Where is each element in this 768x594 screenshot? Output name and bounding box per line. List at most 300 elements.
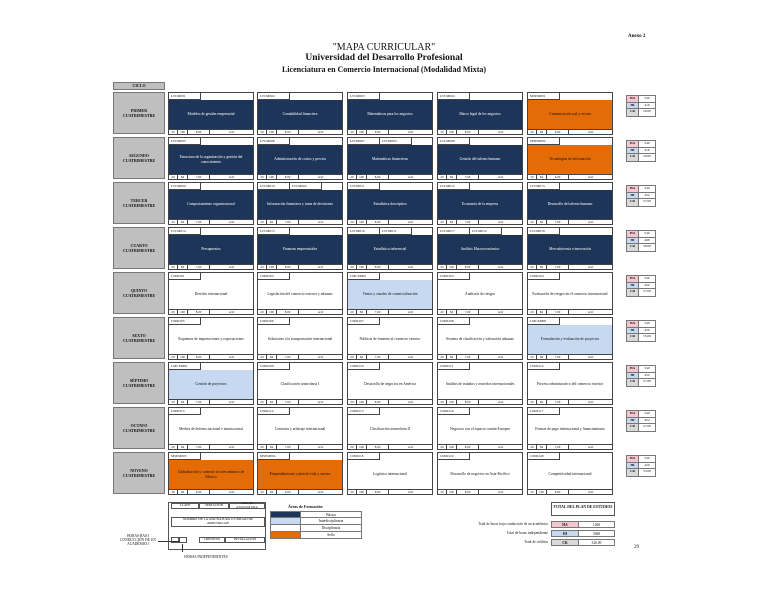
hours-independent: 100 xyxy=(537,490,547,494)
legend-horas-bajo: HORAS BAJO CONDUCCIÓN DE UN ACADÉMICO xyxy=(120,534,156,547)
hours-academic: 20 xyxy=(258,445,267,449)
total-key: CR xyxy=(627,289,639,296)
total-value: 452 xyxy=(644,372,650,377)
subject-hours xyxy=(438,444,522,449)
installation: A/O xyxy=(497,220,504,224)
hours-independent: 84 xyxy=(447,220,457,224)
subject-hours xyxy=(528,489,612,494)
subject-cell xyxy=(257,272,343,315)
hours-independent: 100 xyxy=(267,130,277,134)
subject-cell xyxy=(437,227,523,270)
subject-hours xyxy=(438,129,522,134)
hours-independent: 84 xyxy=(267,220,277,224)
total-key: HI xyxy=(627,238,639,244)
area-name: Disciplinaria xyxy=(321,526,341,530)
subject-name: Formas de pago internacional y financiamiento xyxy=(528,415,612,444)
subject-hours xyxy=(258,444,342,449)
credits: 8.00 xyxy=(188,130,210,134)
subject-hours xyxy=(438,354,522,359)
subject-code: MSEM004 xyxy=(258,453,290,460)
subject-cell xyxy=(168,362,254,405)
subject-name: Finanzas empresariales xyxy=(258,235,342,264)
total-key: CR xyxy=(627,154,639,161)
installation: A/O xyxy=(317,265,324,269)
subject-code: CIM0102 xyxy=(258,273,290,280)
credits: 8.00 xyxy=(457,400,479,404)
subject-name: Auditoría de riesgos xyxy=(438,280,522,309)
hours-academic: 20 xyxy=(528,220,537,224)
installation: A/O xyxy=(407,265,414,269)
installation: A/O xyxy=(407,130,414,134)
hours-academic: 20 xyxy=(169,130,178,134)
areas-legend xyxy=(270,502,362,539)
credits: 8.00 xyxy=(547,490,569,494)
subject-cell xyxy=(527,362,613,405)
hours-academic: 20 xyxy=(169,445,178,449)
legend-nombre: NOMBRE DE LA ASIGNATURA O UNIDAD DE APRENDIZAJE xyxy=(171,517,265,527)
hours-academic: 20 xyxy=(438,445,447,449)
hours-academic: 20 xyxy=(348,130,357,134)
installation: A/O xyxy=(407,445,414,449)
hours-independent: 100 xyxy=(447,400,457,404)
hours-independent: 84 xyxy=(537,220,547,224)
subject-hours xyxy=(169,444,253,449)
subject-cell xyxy=(257,182,343,225)
hours-independent: 100 xyxy=(357,400,367,404)
summary-title: TOTAL DEL PLAN DE ESTUDIOS xyxy=(551,502,615,516)
subject-code: LTCM002 xyxy=(258,93,290,100)
subject-code: CIM0113 xyxy=(169,408,201,415)
cycle-label: SÉPTIMO CUATRIMESTRE xyxy=(113,362,165,404)
subject-hours xyxy=(169,129,253,134)
hours-academic: 20 xyxy=(528,445,537,449)
total-key: HA xyxy=(627,321,639,327)
subject-hours xyxy=(348,174,432,179)
subject-hours xyxy=(528,309,612,314)
hours-academic: 20 xyxy=(258,490,267,494)
installation: A/O xyxy=(407,490,414,494)
subject-name: Modelos de gestión empresarial xyxy=(169,100,253,129)
subject-name: Negocios con el espacio común Europeo xyxy=(438,415,522,444)
hours-independent: 84 xyxy=(537,355,547,359)
legend-creditos: CRÉDITOS xyxy=(199,537,225,543)
subject-code: CIM0111 xyxy=(438,363,470,370)
installation: A/O xyxy=(497,265,504,269)
hours-independent: 100 xyxy=(447,265,457,269)
credits: 8.00 xyxy=(367,400,389,404)
hours-academic: 20 xyxy=(528,265,537,269)
subject-code: LTCM003 xyxy=(348,93,380,100)
cycle-totals xyxy=(626,365,656,387)
subject-hours xyxy=(258,489,342,494)
credits: 7.00 xyxy=(188,220,210,224)
subject-code: LTCM003 xyxy=(380,138,412,145)
subject-name: Mercadotecnia e innovación xyxy=(528,235,612,264)
hours-academic: 20 xyxy=(258,265,267,269)
hours-independent: 100 xyxy=(178,130,188,134)
subject-hours xyxy=(348,444,432,449)
credits: 6.00 xyxy=(277,490,299,494)
cycle-totals xyxy=(626,455,656,477)
credits: 8.00 xyxy=(457,265,479,269)
total-value: 540 xyxy=(644,141,650,145)
subject-code: LTCM005 xyxy=(169,138,201,145)
total-key: HI xyxy=(627,418,639,424)
subject-hours xyxy=(258,309,342,314)
hours-independent: 84 xyxy=(537,445,547,449)
subject-name: Globalización y contexto socioeconómico de México xyxy=(169,460,253,489)
total-value: 58.00 xyxy=(643,244,651,248)
subject-cell xyxy=(437,317,523,360)
subject-cell xyxy=(168,407,254,450)
document-title: "MAPA CURRICULAR" xyxy=(332,42,436,53)
credits: 7.00 xyxy=(367,355,389,359)
legend-arrow-line xyxy=(158,541,180,542)
subject-cell xyxy=(347,362,433,405)
subject-name: Análisis de tratados y acuerdos internacionales xyxy=(438,370,522,399)
subject-code: LTCM008 xyxy=(438,138,470,145)
hours-independent: 84 xyxy=(447,310,457,314)
subject-code: CIM0117 xyxy=(528,408,560,415)
total-value: 50.00 xyxy=(643,154,651,158)
subject-cell xyxy=(257,407,343,450)
subject-cell xyxy=(437,272,523,315)
subject-cell xyxy=(527,407,613,450)
subject-cell xyxy=(347,272,433,315)
credits: 7.00 xyxy=(277,220,299,224)
subject-cell xyxy=(437,92,523,135)
subject-code: LMCM009 xyxy=(169,363,201,370)
subject-cell xyxy=(257,227,343,270)
summary-label: Total de créditos xyxy=(524,540,548,544)
installation: A/O xyxy=(317,355,324,359)
installation: A/O xyxy=(407,220,414,224)
summary-key: HI xyxy=(551,530,579,537)
subject-code: LTCM002 xyxy=(290,183,322,190)
hours-independent: 84 xyxy=(357,310,367,314)
subject-cell xyxy=(168,227,254,270)
subject-cell xyxy=(257,137,343,180)
subject-code: CIM0105 xyxy=(169,318,201,325)
installation: A/O xyxy=(587,265,594,269)
subject-hours xyxy=(438,399,522,404)
credits: 6.00 xyxy=(547,130,569,134)
subject-hours xyxy=(438,174,522,179)
summary-key: HA xyxy=(551,521,579,528)
hours-academic: 20 xyxy=(438,400,447,404)
credits: 7.00 xyxy=(277,445,299,449)
ciclo-header: CICLO xyxy=(113,82,165,90)
cycle-label: SEGUNDO CUATRIMESTRE xyxy=(113,137,165,179)
subject-cell xyxy=(257,452,343,495)
hours-independent: 84 xyxy=(178,175,188,179)
subject-code: CIM0114 xyxy=(258,408,290,415)
installation: A/O xyxy=(407,175,414,179)
installation: A/O xyxy=(497,490,504,494)
cycle-label: PRIMER CUATRIMESTRE xyxy=(113,92,165,134)
installation: A/O xyxy=(587,220,594,224)
total-value: 540 xyxy=(644,276,650,280)
area-swatch xyxy=(271,518,301,524)
subject-hours xyxy=(169,174,253,179)
area-swatch xyxy=(271,532,301,538)
total-key: CR xyxy=(627,199,639,206)
subject-code: CIM0118 xyxy=(348,453,380,460)
hours-independent: 84 xyxy=(537,130,547,134)
subject-name: Clasificación arancelaria II xyxy=(348,415,432,444)
installation: A/O xyxy=(228,445,235,449)
subject-cell xyxy=(437,362,523,405)
total-value: 420 xyxy=(644,327,650,332)
subject-cell xyxy=(527,272,613,315)
subject-hours xyxy=(169,489,253,494)
installation: A/O xyxy=(497,400,504,404)
subject-name: Logística internacional xyxy=(348,460,432,489)
subject-name: Contabilidad financiera xyxy=(258,100,342,129)
hours-independent: 84 xyxy=(178,445,188,449)
subject-name: Comunicación oral y escrita xyxy=(528,100,612,129)
area-row xyxy=(270,518,362,525)
subject-cell xyxy=(168,317,254,360)
subject-cell xyxy=(168,272,254,315)
legend-hi-box xyxy=(179,537,187,543)
area-name: Básica xyxy=(326,513,336,517)
subject-name: Medios de defensa nacional e internacional xyxy=(169,415,253,444)
credits: 7.00 xyxy=(457,355,479,359)
cycle-totals xyxy=(626,410,656,432)
subject-hours xyxy=(528,174,612,179)
installation: A/O xyxy=(228,310,235,314)
subject-code: CIM0112 xyxy=(528,363,560,370)
hours-academic: 20 xyxy=(528,175,537,179)
cycle-label: SEXTO CUATRIMESTRE xyxy=(113,317,165,359)
subject-hours xyxy=(348,309,432,314)
cycle-label: TERCER CUATRIMESTRE xyxy=(113,182,165,224)
credits: 8.00 xyxy=(367,490,389,494)
subject-name: Soluciones a la transportación internacional xyxy=(258,325,342,354)
hours-academic: 20 xyxy=(169,355,178,359)
installation: A/O xyxy=(587,310,594,314)
hours-independent: 100 xyxy=(178,355,188,359)
subject-name: Evaluación de riesgos en el comercio internacional xyxy=(528,280,612,309)
subject-name: Desarrollo de negocios en América xyxy=(348,370,432,399)
subject-code: MSEM001 xyxy=(528,93,560,100)
subject-name: Información financiera y toma de decisiones xyxy=(258,190,342,219)
total-value: 452 xyxy=(644,192,650,197)
hours-independent: 100 xyxy=(357,220,367,224)
hours-academic: 20 xyxy=(348,445,357,449)
cell-legend xyxy=(168,502,266,550)
installation: A/O xyxy=(317,445,324,449)
subject-hours xyxy=(169,354,253,359)
credits: 7.00 xyxy=(367,310,389,314)
hours-independent: 100 xyxy=(178,310,188,314)
annex-label: Anexo 2 xyxy=(628,34,646,39)
hours-academic: 20 xyxy=(528,400,537,404)
subject-cell xyxy=(527,227,613,270)
hours-independent: 84 xyxy=(267,355,277,359)
subject-name: Administración de costos y precios xyxy=(258,145,342,174)
hours-academic: 20 xyxy=(528,130,537,134)
summary-value: 3948 xyxy=(579,530,615,537)
subject-name: Desarrollo de negocios en Asia-Pacífico xyxy=(438,460,522,489)
credits: 7.00 xyxy=(547,310,569,314)
subject-name: Marco legal de los negocios xyxy=(438,100,522,129)
hours-academic: 20 xyxy=(348,220,357,224)
installation: A/O xyxy=(228,400,235,404)
summary-value: 326.00 xyxy=(579,539,615,546)
total-value: 57.00 xyxy=(643,424,651,428)
hours-independent: 100 xyxy=(447,490,457,494)
summary-row xyxy=(451,530,615,537)
total-key: HA xyxy=(627,276,639,282)
hours-independent: 84 xyxy=(447,175,457,179)
subject-hours xyxy=(348,489,432,494)
total-key: HI xyxy=(627,463,639,469)
subject-hours xyxy=(528,354,612,359)
total-key: CR xyxy=(627,469,639,476)
hours-academic: 20 xyxy=(438,265,447,269)
subject-name: Gestión de proyectos xyxy=(169,370,253,399)
hours-academic: 20 xyxy=(438,310,447,314)
hours-independent: 84 xyxy=(178,400,188,404)
legend-horas-indep: HORAS INDEPENDIENTES xyxy=(184,555,228,559)
credits: 8.00 xyxy=(457,445,479,449)
credits: 8.00 xyxy=(188,310,210,314)
hours-academic: 20 xyxy=(528,355,537,359)
hours-academic: 20 xyxy=(438,175,447,179)
subject-cell xyxy=(347,182,433,225)
total-value: 55.00 xyxy=(643,469,651,473)
subject-code: LMCM008 xyxy=(528,318,560,325)
subject-code: CIM0109 xyxy=(258,363,290,370)
credits: 7.00 xyxy=(457,175,479,179)
subject-name: Competitividad internacional xyxy=(528,460,612,489)
credits: 7.00 xyxy=(457,310,479,314)
subject-cell xyxy=(527,452,613,495)
total-key: HA xyxy=(627,456,639,462)
total-value: 57.00 xyxy=(643,379,651,383)
subject-cell xyxy=(437,182,523,225)
legend-clave: CLAVE xyxy=(171,503,199,509)
installation: A/O xyxy=(587,130,594,134)
cycle-totals xyxy=(626,230,656,252)
subject-hours xyxy=(438,219,522,224)
subject-code: LTCM001 xyxy=(169,93,201,100)
subject-code: LTCM010 xyxy=(258,183,290,190)
credits: 8.00 xyxy=(277,265,299,269)
cycle-totals xyxy=(626,95,656,117)
installation: A/O xyxy=(317,400,324,404)
credits: 7.00 xyxy=(547,220,569,224)
hours-academic: 20 xyxy=(258,175,267,179)
hours-independent: 100 xyxy=(267,265,277,269)
subject-code: CIM0103 xyxy=(438,273,470,280)
hours-academic: 20 xyxy=(348,175,357,179)
subject-code: LTCM012 xyxy=(438,183,470,190)
university-name: Universidad del Desarrollo Profesional xyxy=(305,53,463,63)
installation: A/O xyxy=(228,490,235,494)
subject-code: CIM0116 xyxy=(438,408,470,415)
subject-hours xyxy=(528,444,612,449)
subject-code: MSEM003 xyxy=(169,453,201,460)
subject-cell xyxy=(527,137,613,180)
subject-code: LTCM013 xyxy=(528,183,560,190)
area-swatch xyxy=(271,512,301,517)
hours-academic: 20 xyxy=(258,400,267,404)
total-value: 55.00 xyxy=(643,334,651,338)
subject-name: Economía de la empresa xyxy=(438,190,522,219)
total-key: HI xyxy=(627,373,639,379)
total-value: 540 xyxy=(644,366,650,370)
total-key: CR xyxy=(627,379,639,386)
installation: A/O xyxy=(317,175,324,179)
total-value: 540 xyxy=(644,456,650,460)
subject-hours xyxy=(169,264,253,269)
subject-code: LTCM014 xyxy=(169,228,201,235)
total-value: 540 xyxy=(644,321,650,325)
credits: 8.00 xyxy=(457,130,479,134)
subject-code: CIM0107 xyxy=(348,318,380,325)
total-key: HA xyxy=(627,96,639,102)
legend-arrow-line-2 xyxy=(182,544,183,552)
subject-hours xyxy=(169,219,253,224)
total-value: 540 xyxy=(644,96,650,100)
subject-code: LTCM007 xyxy=(348,138,380,145)
hours-academic: 20 xyxy=(348,400,357,404)
subject-name: Contratos y arbitraje internacional xyxy=(258,415,342,444)
installation: A/O xyxy=(228,355,235,359)
hours-academic: 20 xyxy=(348,490,357,494)
total-key: HA xyxy=(627,366,639,372)
total-value: 57.00 xyxy=(643,289,651,293)
hours-independent: 84 xyxy=(537,310,547,314)
subject-cell xyxy=(347,407,433,450)
subject-code: CIM0119 xyxy=(438,453,470,460)
legend-tipo: TIPO DE ASIGNATURA xyxy=(229,503,265,509)
hours-academic: 20 xyxy=(169,265,178,269)
subject-code: LTCM011 xyxy=(348,183,380,190)
subject-name: Matemáticas financieras xyxy=(348,145,432,174)
subject-name: Derecho internacional xyxy=(169,280,253,309)
installation: A/O xyxy=(587,355,594,359)
installation: A/O xyxy=(587,445,594,449)
program-name: Licenciatura en Comercio Internacional (Modalidad Mixta) xyxy=(281,65,487,74)
hours-independent: 84 xyxy=(537,265,547,269)
hours-academic: 20 xyxy=(258,220,267,224)
credits: 6.00 xyxy=(547,175,569,179)
total-key: HA xyxy=(627,141,639,147)
installation: A/O xyxy=(228,220,235,224)
total-value: 420 xyxy=(644,462,650,467)
subject-name: Ventas y canales de comercialización xyxy=(348,280,432,309)
subject-hours xyxy=(528,399,612,404)
subject-name: Tecnologías de información xyxy=(528,145,612,174)
summary-label: Total de horas bajo conducción de un académico xyxy=(478,522,548,526)
subject-name: Legislación del comercio exterior y aduanas xyxy=(258,280,342,309)
legend-ha-box xyxy=(171,537,179,543)
total-value: 50.00 xyxy=(643,109,651,113)
installation: A/O xyxy=(317,220,324,224)
hours-independent: 100 xyxy=(267,175,277,179)
subject-name: Emprendimiento y plan de vida y carrera xyxy=(258,460,342,489)
subject-code: CIM0115 xyxy=(348,408,380,415)
summary-value: 1260 xyxy=(579,521,615,528)
hours-independent: 84 xyxy=(447,355,457,359)
hours-academic: 20 xyxy=(169,400,178,404)
credits: 8.00 xyxy=(277,175,299,179)
hours-academic: 20 xyxy=(169,490,178,494)
